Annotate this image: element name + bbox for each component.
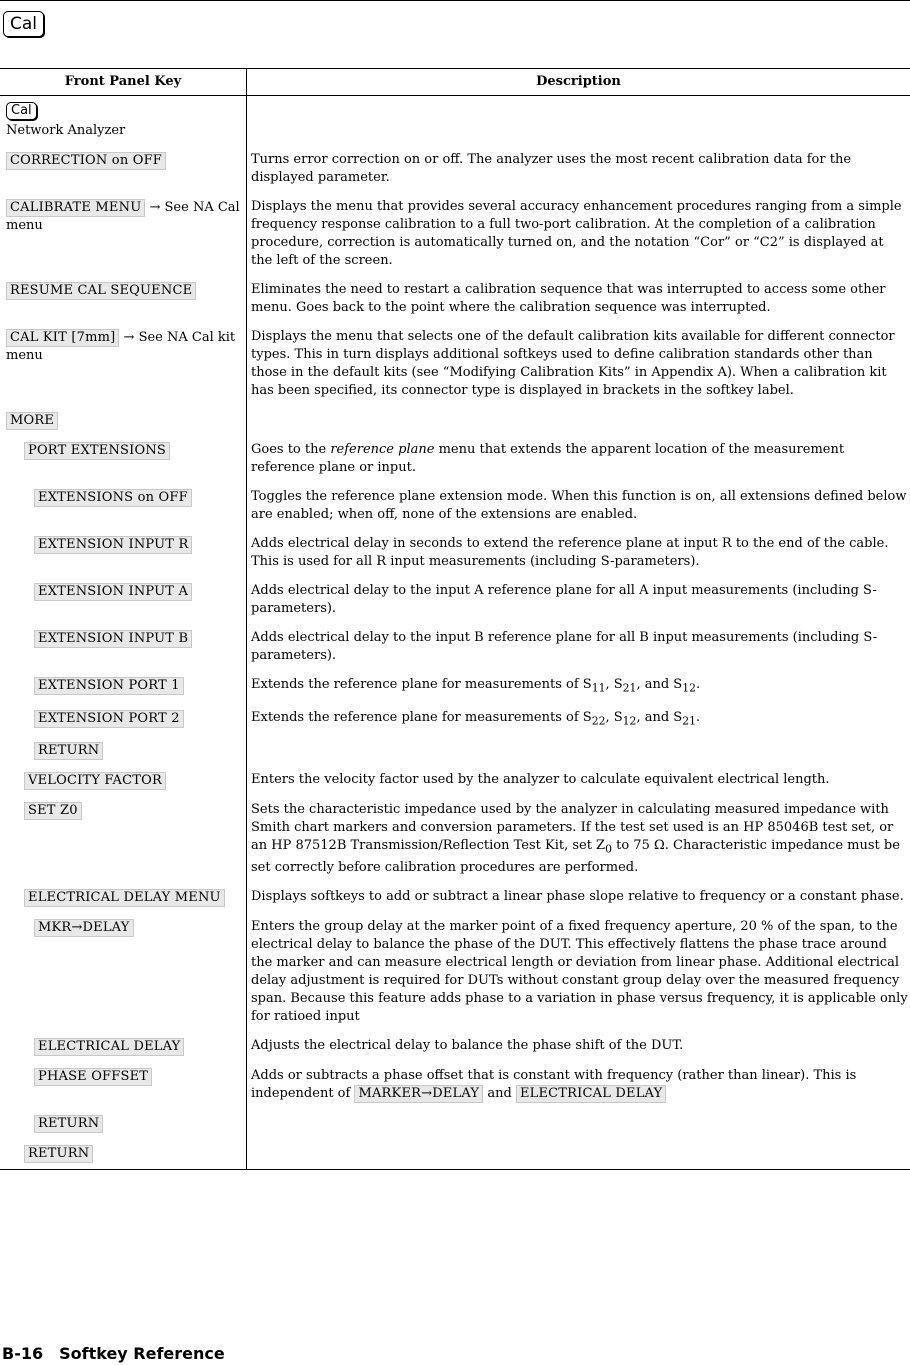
description-text: Goes to the xyxy=(251,442,331,457)
table-row xyxy=(0,276,910,323)
softkey-velocity-factor[interactable]: VELOCITY FACTOR xyxy=(24,772,166,790)
description-cell xyxy=(247,883,910,913)
table-row xyxy=(0,406,910,436)
description-text: Adds electrical delay in seconds to extend the reference plane at input R to the end of the cable. This is used for all R input measurements (including S-parameters). xyxy=(251,536,889,569)
key-subtitle: Network Analyzer xyxy=(6,123,126,138)
subscript: 0 xyxy=(605,842,612,856)
description-text: . xyxy=(695,709,701,725)
key-cell xyxy=(0,766,247,796)
cal-key-icon: Cal xyxy=(6,102,37,120)
key-cell xyxy=(0,736,247,766)
description-cell xyxy=(247,796,910,883)
table-row xyxy=(0,766,910,796)
key-cell xyxy=(0,96,247,147)
description-text: , S xyxy=(605,709,623,725)
table-row xyxy=(0,1139,910,1170)
key-cell xyxy=(0,436,247,483)
table-header xyxy=(0,69,910,96)
key-cell xyxy=(0,193,247,276)
softkey-electrical-delay-menu[interactable]: ELECTRICAL DELAY MENU xyxy=(24,889,225,907)
description-cell xyxy=(247,96,910,147)
softkey-calibrate-menu[interactable]: CALIBRATE MENU xyxy=(6,199,145,217)
table-row xyxy=(0,193,910,276)
key-see-note: → See NA Cal kit menu xyxy=(6,330,236,363)
table-row xyxy=(0,624,910,671)
subscript: 21 xyxy=(622,681,637,695)
description-cell xyxy=(247,671,910,704)
description-cell xyxy=(247,406,910,436)
table-row xyxy=(0,704,910,737)
key-cell xyxy=(0,796,247,883)
subscript: 22 xyxy=(591,714,606,728)
key-cell xyxy=(0,913,247,1032)
description-text: Adds electrical delay to the input B reference plane for all B input measurements (including S-parameters). xyxy=(251,630,878,663)
description-text: menu that extends the apparent location of the measurement reference plane or input. xyxy=(251,442,845,475)
description-text: Toggles the reference plane extension mode. When this function is on, all extensions defined below are enabled; when off, none of the extensions are enabled. xyxy=(251,489,907,522)
description-text: Displays the menu that selects one of the default calibration kits available for different connector types. This in turn displays additional softkeys used to define calibration standards other than those in the default kits (see “Modifying Calibration Kits” in Appendix A). When a calibration kit has been specified, its connector type is displayed in brackets in the softkey label. xyxy=(251,329,895,398)
description-cell xyxy=(247,913,910,1032)
description-cell xyxy=(247,483,910,530)
key-cell xyxy=(0,406,247,436)
table-row xyxy=(0,883,910,913)
softkey-phase-offset[interactable]: PHASE OFFSET xyxy=(34,1068,152,1086)
description-cell xyxy=(247,146,910,193)
description-cell xyxy=(247,624,910,671)
description-cell xyxy=(247,323,910,406)
table-row xyxy=(0,577,910,624)
table-row xyxy=(0,323,910,406)
description-text: Sets the characteristic impedance used by the analyzer in calculating measured impedance with Smith chart markers and conversion parameters. If the test set used is an HP 85046B test set, or an HP 87512B Transmission/Reflection Test Kit, set Z xyxy=(251,802,894,854)
key-cell xyxy=(0,1139,247,1170)
key-cell xyxy=(0,671,247,704)
description-text: Enters the velocity factor used by the analyzer to calculate equivalent electrical length. xyxy=(251,772,830,788)
softkey-extension-input-b[interactable]: EXTENSION INPUT B xyxy=(34,630,192,648)
description-text: . xyxy=(695,677,701,692)
table-row xyxy=(0,436,910,483)
softkey-electrical-delay[interactable]: ELECTRICAL DELAY xyxy=(34,1038,184,1056)
description-text: Adds or subtracts a phase offset that is constant with frequency (rather than linear). This is independent of xyxy=(251,1067,857,1101)
softkey-return[interactable]: RETURN xyxy=(34,742,103,760)
key-cell xyxy=(0,483,247,530)
key-cell xyxy=(0,146,247,193)
key-cell xyxy=(0,530,247,577)
softkey-extension-port-1[interactable]: EXTENSION PORT 1 xyxy=(34,677,184,695)
description-cell xyxy=(247,1139,910,1170)
description-text: Extends the reference plane for measurements of S xyxy=(251,677,592,692)
description-text: Adds electrical delay to the input A reference plane for all A input measurements (including S-parameters). xyxy=(251,583,877,616)
key-cell xyxy=(0,883,247,913)
subscript: 11 xyxy=(591,681,606,695)
key-cell xyxy=(0,1109,247,1139)
description-emphasis: reference plane xyxy=(330,442,435,457)
softkey-port-extensions[interactable]: PORT EXTENSIONS xyxy=(24,442,170,460)
softkey-more[interactable]: MORE xyxy=(6,412,58,430)
softkey-return[interactable]: RETURN xyxy=(34,1115,103,1133)
description-cell xyxy=(247,193,910,276)
description-cell xyxy=(247,577,910,624)
description-cell xyxy=(247,1109,910,1139)
key-cell xyxy=(0,276,247,323)
description-text: Displays softkeys to add or subtract a linear phase slope relative to frequency or a constant phase. xyxy=(251,888,904,904)
header-description: Description xyxy=(247,69,910,96)
page-footer xyxy=(2,1344,225,1364)
softkey-cal-kit-7mm[interactable]: CAL KIT [7mm] xyxy=(6,329,119,347)
subscript: 12 xyxy=(622,714,637,728)
softkey-correction-on-off[interactable]: CORRECTION on OFF xyxy=(6,152,166,170)
description-text: Eliminates the need to restart a calibration sequence that was interrupted to access some other menu. Goes back to the point where the calibration sequence was interrupted. xyxy=(251,282,886,315)
description-text: and xyxy=(483,1085,516,1101)
key-cell xyxy=(0,624,247,671)
key-see-note: → See NA Cal menu xyxy=(6,200,240,233)
description-text: to 75 Ω. Characteristic impedance must be set correctly before calibration procedures are performed. xyxy=(251,838,900,875)
table-row xyxy=(0,913,910,1032)
table-row xyxy=(0,796,910,883)
key-cell xyxy=(0,704,247,737)
table-body xyxy=(0,96,910,1170)
softkey-extension-port-2[interactable]: EXTENSION PORT 2 xyxy=(34,710,184,728)
table-row xyxy=(0,96,910,147)
description-text: , S xyxy=(605,677,623,692)
key-cell xyxy=(0,1062,247,1109)
softkey-table xyxy=(0,68,910,1170)
table-row xyxy=(0,736,910,766)
cal-hardkey-icon: Cal xyxy=(3,11,44,37)
header-front-panel-key: Front Panel Key xyxy=(0,69,247,96)
softkey-extension-input-r[interactable]: EXTENSION INPUT R xyxy=(34,536,192,554)
description-text: Displays the menu that provides several accuracy enhancement procedures ranging from a simple frequency response calibration to a full two-port calibration. At the completion of a calibration procedure, correction is automatically turned on, and the notation “Cor” or “C2” is displayed at the left of the screen. xyxy=(251,199,902,268)
description-cell xyxy=(247,1062,910,1109)
table-row xyxy=(0,1062,910,1109)
subscript: 12 xyxy=(682,681,696,695)
table-row xyxy=(0,483,910,530)
top-rule xyxy=(0,0,910,1)
table-row xyxy=(0,671,910,704)
table-row xyxy=(0,1109,910,1139)
description-cell xyxy=(247,1032,910,1062)
table-row xyxy=(0,146,910,193)
description-cell xyxy=(247,436,910,483)
table-row xyxy=(0,530,910,577)
description-text: Adjusts the electrical delay to balance the phase shift of the DUT. xyxy=(251,1037,684,1053)
description-cell xyxy=(247,736,910,766)
softkey-electrical-delay[interactable]: ELECTRICAL DELAY xyxy=(516,1085,666,1103)
description-cell xyxy=(247,276,910,323)
softkey-extensions-on-off[interactable]: EXTENSIONS on OFF xyxy=(34,489,192,507)
description-text: Enters the group delay at the marker point of a fixed frequency aperture, 20 % of the span, to the electrical delay to balance the phase of the DUT. This effectively flattens the phase trace around the marker and can measure electrical length or deviation from linear phase. Additional electrical delay adjustment is required for DUTs without constant group delay over the measured frequency span. Because this feature adds phase to a variation in phase versus frequency, it is applicable only for ratioed input xyxy=(251,918,908,1024)
softkey-set-z0[interactable]: SET Z0 xyxy=(24,802,82,820)
description-text: Turns error correction on or off. The analyzer uses the most recent calibration data for the displayed parameter. xyxy=(251,152,852,185)
softkey-marker-delay[interactable]: MARKER→DELAY xyxy=(354,1085,483,1103)
softkey-extension-input-a[interactable]: EXTENSION INPUT A xyxy=(34,583,192,601)
subscript: 21 xyxy=(682,714,696,728)
description-text: , and S xyxy=(636,709,683,725)
softkey-mkr-delay[interactable]: MKR→DELAY xyxy=(34,919,134,937)
description-text: , and S xyxy=(636,677,683,692)
description-cell xyxy=(247,704,910,737)
softkey-return[interactable]: RETURN xyxy=(24,1145,93,1163)
description-text: Extends the reference plane for measurements of S xyxy=(251,709,592,725)
softkey-resume-cal-sequence[interactable]: RESUME CAL SEQUENCE xyxy=(6,282,196,300)
description-cell xyxy=(247,530,910,577)
description-cell xyxy=(247,766,910,796)
key-cell xyxy=(0,323,247,406)
key-cell xyxy=(0,1032,247,1062)
section-title: Softkey Reference xyxy=(59,1344,225,1363)
key-cell xyxy=(0,577,247,624)
page-number: B-16 xyxy=(2,1344,44,1363)
table-row xyxy=(0,1032,910,1062)
